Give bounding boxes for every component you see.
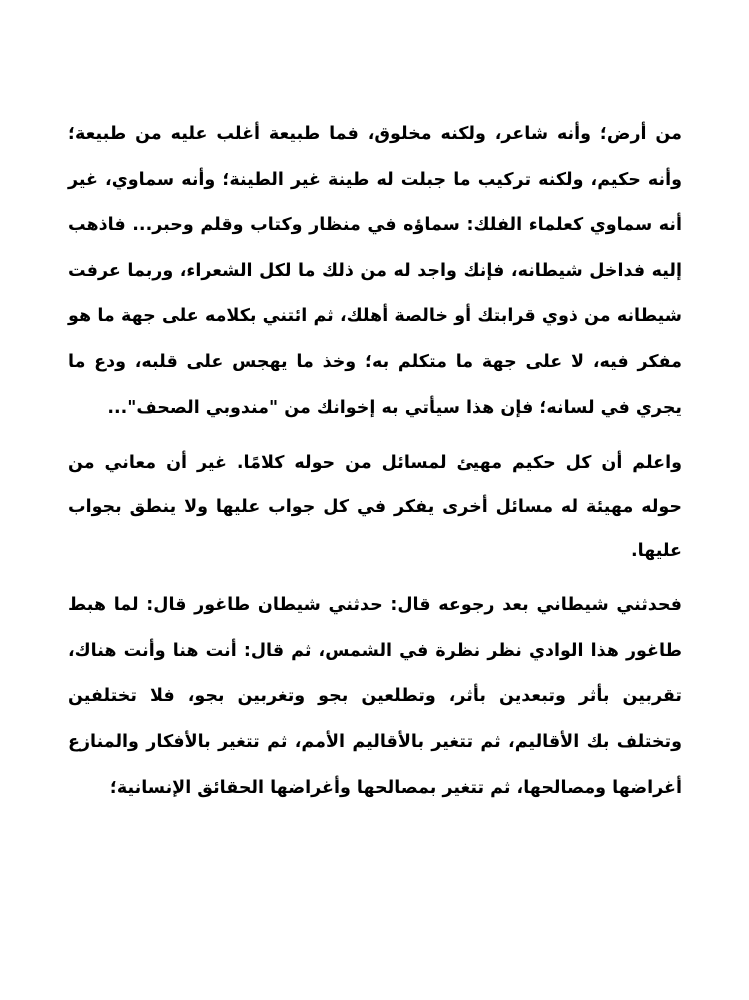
document-page bbox=[68, 112, 682, 811]
paragraph-3: فحدثني شيطاني بعد رجوعه قال: حدثني شيطان طاغور قال: لما هبط طاغور هذا الوادي نظر نظرة في الشمس، ثم قال: أنت هنا وأنت هناك، تقربين بأثر وتبعدين بأثر، وتطلعين بجو وتغربين بجو، فلا تختلفين وتختلف بك الأقاليم، ثم تتغير بالأقاليم الأمم، ثم تتغير بالأفكار والمنازع أغراضها ومصالحها، ثم تتغير بمصالحها وأغراضها الحقائق الإنسانية؛ bbox=[68, 595, 682, 798]
paragraph-1: من أرض؛ وأنه شاعر، ولكنه مخلوق، فما طبيعة أغلب عليه من طبيعة؛ وأنه حكيم، ولكنه تركيب ما جبلت له طينة غير الطينة؛ وأنه سماوي، غير أنه سماوي كعلماء الفلك: سماؤه في منظار وكتاب وقلم وحبر... فاذهب إليه فداخل شيطانه، فإنك واجد له من ذلك ما لكل الشعراء، وربما عرفت شيطانه من ذوي قرابتك أو خالصة أهلك، ثم ائتني بكلامه على جهة ما هو مفكر فيه، لا على جهة ما متكلم به؛ وخذ ما يهجس على قلبه، ودع ما يجري في لسانه؛ فإن هذا سيأتي به إخوانك من "مندوبي الصحف"... bbox=[68, 124, 682, 418]
paragraph-2: واعلم أن كل حكيم مهيئ لمسائل من حوله كلامًا. غير أن معاني من حوله مهيئة له مسائل أخرى يفكر في كل جواب عليها ولا ينطق بجواب عليها. bbox=[68, 453, 682, 562]
